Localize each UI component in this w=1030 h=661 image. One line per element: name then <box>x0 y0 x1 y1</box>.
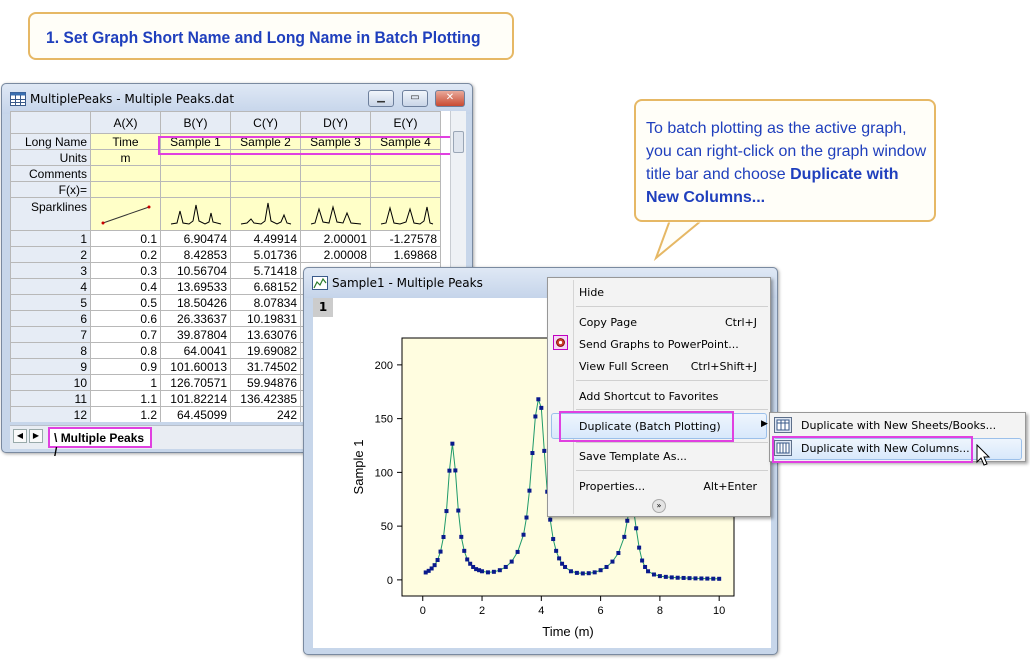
row-number[interactable]: 8 <box>11 343 91 359</box>
cell[interactable]: 136.42385 <box>231 391 301 407</box>
close-button[interactable] <box>435 90 465 107</box>
data-point <box>533 414 537 418</box>
x-tick-label: 0 <box>419 605 426 617</box>
data-point <box>486 570 490 574</box>
tip-callout <box>634 99 936 222</box>
cell[interactable] <box>371 166 441 182</box>
cell[interactable] <box>91 182 161 198</box>
data-point <box>616 551 620 555</box>
column-header[interactable]: C(Y) <box>231 112 301 134</box>
data-point <box>563 565 567 569</box>
cell[interactable] <box>231 166 301 182</box>
tab-scroll-right-button[interactable] <box>29 429 43 443</box>
cell[interactable]: 0.5 <box>91 295 161 311</box>
cell[interactable]: 5.71418 <box>231 263 301 279</box>
cell[interactable] <box>231 182 301 198</box>
data-point <box>682 576 686 580</box>
layer-number-icon[interactable]: 1 <box>313 298 333 317</box>
menu-separator <box>576 470 768 471</box>
cell[interactable]: 31.74502 <box>231 359 301 375</box>
data-point <box>640 559 644 563</box>
row-number[interactable]: 9 <box>11 359 91 375</box>
menu-separator <box>576 306 768 307</box>
sparkline-cell[interactable] <box>231 198 301 231</box>
x-tick-label: 10 <box>713 605 726 617</box>
workbook-icon <box>10 92 26 106</box>
data-point <box>569 569 573 573</box>
cell[interactable]: Sample 3 <box>301 134 371 150</box>
cell[interactable]: -1.27578 <box>371 231 441 247</box>
data-point <box>587 571 591 575</box>
cell[interactable]: 0.9 <box>91 359 161 375</box>
menu-item-properties[interactable]: Properties... <box>579 480 646 493</box>
new-sheets-books-icon <box>774 417 792 433</box>
context-menu <box>547 277 771 517</box>
cell[interactable]: 0.6 <box>91 311 161 327</box>
data-point <box>646 569 650 573</box>
row-number[interactable]: 12 <box>11 407 91 423</box>
cell[interactable]: 126.70571 <box>161 375 231 391</box>
sparkline-d <box>305 199 367 227</box>
cell[interactable]: Sample 2 <box>231 134 301 150</box>
cell[interactable]: Sample 1 <box>161 134 231 150</box>
data-point <box>599 568 603 572</box>
table-row <box>11 247 441 263</box>
data-point <box>658 574 662 578</box>
submenu-arrow-icon: ▶ <box>761 419 768 429</box>
data-point <box>557 556 561 560</box>
row-number[interactable]: 4 <box>11 279 91 295</box>
menu-item-copy-page[interactable]: Copy Page <box>579 316 638 329</box>
data-point <box>575 571 579 575</box>
row-label[interactable]: Comments <box>11 166 91 182</box>
sparkline-cell[interactable] <box>371 198 441 231</box>
data-point <box>605 565 609 569</box>
data-point <box>634 526 638 530</box>
data-point <box>539 406 543 410</box>
cell[interactable] <box>301 166 371 182</box>
cell[interactable]: 6.68152 <box>231 279 301 295</box>
cell[interactable]: 64.0041 <box>161 343 231 359</box>
data-point <box>548 518 552 522</box>
cell[interactable]: 13.63076 <box>231 327 301 343</box>
cell[interactable]: 5.01736 <box>231 247 301 263</box>
new-columns-icon <box>774 440 792 456</box>
cell[interactable]: 1 <box>91 375 161 391</box>
row-number[interactable]: 5 <box>11 295 91 311</box>
data-point <box>551 537 555 541</box>
step-title-text: 1. Set Graph Short Name and Long Name in Batch Plotting <box>46 28 481 47</box>
sheet-tab-suffix: / <box>54 445 58 459</box>
cell[interactable]: 0.3 <box>91 263 161 279</box>
row-number[interactable]: 11 <box>11 391 91 407</box>
cell[interactable]: 101.82214 <box>161 391 231 407</box>
y-tick-label: 200 <box>374 359 393 372</box>
sparkline-cell[interactable] <box>161 198 231 231</box>
data-point <box>480 569 484 573</box>
submenu-item-new-sheets-books[interactable]: Duplicate with New Sheets/Books... <box>801 419 997 432</box>
data-point <box>554 549 558 553</box>
row-number[interactable]: 10 <box>11 375 91 391</box>
data-point <box>610 560 614 564</box>
menu-item-add-shortcut[interactable]: Add Shortcut to Favorites <box>579 390 719 403</box>
data-point <box>504 565 508 569</box>
tip-line-3: title bar and choose <box>646 166 786 183</box>
cell[interactable]: 242 <box>231 407 301 423</box>
data-point <box>652 573 656 577</box>
tip-bold-2: New Columns... <box>646 189 766 206</box>
cell[interactable]: 8.42853 <box>161 247 231 263</box>
cell[interactable]: 2.00001 <box>301 231 371 247</box>
data-point <box>450 442 454 446</box>
sparkline-cell[interactable] <box>301 198 371 231</box>
cell[interactable]: 19.69082 <box>231 343 301 359</box>
cell[interactable]: 0.4 <box>91 279 161 295</box>
x-tick-label: 8 <box>656 605 663 617</box>
menu-gutter <box>573 280 574 514</box>
data-point <box>676 576 680 580</box>
close-icon: ✕ <box>445 92 455 103</box>
data-point <box>622 535 626 539</box>
cell[interactable]: 0.1 <box>91 231 161 247</box>
data-point <box>527 489 531 493</box>
powerpoint-icon <box>553 335 568 350</box>
cell[interactable]: 0.2 <box>91 247 161 263</box>
cell[interactable] <box>371 150 441 166</box>
sparklines-row <box>11 198 441 231</box>
cell[interactable]: 59.94876 <box>231 375 301 391</box>
menu-separator <box>576 442 768 443</box>
row-number[interactable]: 2 <box>11 247 91 263</box>
cell[interactable] <box>161 182 231 198</box>
cell[interactable]: 1.69868 <box>371 247 441 263</box>
menu-item-duplicate-label: Duplicate (Batch Plotting) <box>579 420 721 433</box>
minimize-button[interactable] <box>368 90 394 107</box>
data-point <box>492 570 496 574</box>
data-point <box>699 576 703 580</box>
cell[interactable] <box>91 166 161 182</box>
column-header[interactable]: D(Y) <box>301 112 371 134</box>
cell[interactable]: 0.7 <box>91 327 161 343</box>
column-header[interactable]: E(Y) <box>371 112 441 134</box>
sparkline-a <box>95 199 157 227</box>
cell[interactable]: 39.87804 <box>161 327 231 343</box>
row-number[interactable]: 3 <box>11 263 91 279</box>
data-point <box>525 516 529 520</box>
tab-scroll-left-button[interactable] <box>13 429 27 443</box>
shortcut-copy-page: Ctrl+J <box>724 316 757 329</box>
menu-separator <box>576 380 768 381</box>
column-header-row <box>11 112 441 134</box>
data-point <box>688 576 692 580</box>
data-point <box>462 549 466 553</box>
data-point <box>593 570 597 574</box>
workbook-title: MultiplePeaks - Multiple Peaks.dat <box>30 92 235 106</box>
tip-line-1: To batch plotting as the active graph, <box>646 120 907 137</box>
expand-menu-chevron-icon[interactable]: » <box>652 499 666 513</box>
column-header[interactable]: B(Y) <box>161 112 231 134</box>
cell[interactable]: 10.56704 <box>161 263 231 279</box>
chevron-right-icon: ▶ <box>32 431 40 440</box>
cell[interactable]: 2.00008 <box>301 247 371 263</box>
corner-cell[interactable] <box>11 112 91 134</box>
data-point <box>530 451 534 455</box>
menu-item-send-to-powerpoint[interactable]: Send Graphs to PowerPoint... <box>579 338 739 351</box>
y-tick-label: 50 <box>380 521 393 534</box>
restore-icon: ▭ <box>410 92 420 103</box>
data-point <box>693 576 697 580</box>
y-tick-label: 0 <box>386 574 393 587</box>
cell[interactable]: 18.50426 <box>161 295 231 311</box>
data-point <box>439 550 443 554</box>
x-tick-label: 4 <box>538 605 545 617</box>
minimize-icon: ▁ <box>377 92 385 103</box>
menu-item-save-template[interactable]: Save Template As... <box>579 450 687 463</box>
submenu-item-new-columns[interactable]: Duplicate with New Columns... <box>801 442 970 455</box>
row-number[interactable]: 1 <box>11 231 91 247</box>
y-tick-label: 150 <box>374 413 393 426</box>
sparkline-c <box>235 199 297 227</box>
menu-separator <box>576 409 768 410</box>
data-point <box>433 563 437 567</box>
workbook-title-bar[interactable] <box>2 84 472 114</box>
cell[interactable]: 10.19831 <box>231 311 301 327</box>
sheet-tab-multiple-peaks[interactable] <box>48 427 152 459</box>
data-point <box>436 558 440 562</box>
sparkline-b <box>165 199 227 227</box>
data-point <box>664 575 668 579</box>
formula-row <box>11 182 441 198</box>
step-title-callout <box>28 12 514 60</box>
graph-window-icon <box>312 276 328 290</box>
cell[interactable]: 101.60013 <box>161 359 231 375</box>
data-point <box>705 577 709 581</box>
cell[interactable]: 4.49914 <box>231 231 301 247</box>
cell[interactable]: 8.07834 <box>231 295 301 311</box>
row-number[interactable]: 7 <box>11 327 91 343</box>
data-point <box>711 577 715 581</box>
data-point <box>442 535 446 539</box>
row-label[interactable]: F(x)= <box>11 182 91 198</box>
data-point <box>456 509 460 513</box>
data-point <box>459 535 463 539</box>
data-point <box>510 560 514 564</box>
long-name-row <box>11 134 441 150</box>
y-axis-label: Sample 1 <box>351 439 366 495</box>
data-point <box>536 397 540 401</box>
cell[interactable]: 64.45099 <box>161 407 231 423</box>
table-row <box>11 231 441 247</box>
data-point <box>670 575 674 579</box>
cell[interactable]: 0.8 <box>91 343 161 359</box>
data-point <box>444 509 448 513</box>
x-tick-label: 6 <box>597 605 604 617</box>
cell[interactable] <box>301 182 371 198</box>
data-point <box>643 565 647 569</box>
comments-row <box>11 166 441 182</box>
row-number[interactable]: 6 <box>11 311 91 327</box>
shortcut-properties: Alt+Enter <box>703 480 757 493</box>
menu-item-view-full-screen[interactable]: View Full Screen <box>579 360 669 373</box>
data-point <box>717 577 721 581</box>
data-point <box>453 468 457 472</box>
x-tick-label: 2 <box>478 605 486 617</box>
row-label[interactable]: Units <box>11 150 91 166</box>
shortcut-full-screen: Ctrl+Shift+J <box>690 360 757 373</box>
x-axis-label: Time (m) <box>542 624 594 639</box>
sheet-tab-label: Multiple Peaks <box>60 431 145 445</box>
sparkline-e <box>375 199 437 227</box>
cell[interactable]: m <box>91 150 161 166</box>
restore-button[interactable] <box>402 90 428 107</box>
tip-bold-1: Duplicate with <box>790 166 899 183</box>
cell[interactable]: 13.69533 <box>161 279 231 295</box>
cell[interactable]: 1.2 <box>91 407 161 423</box>
cell[interactable]: 26.33637 <box>161 311 231 327</box>
cell[interactable] <box>161 166 231 182</box>
scrollbar-thumb[interactable] <box>453 131 464 153</box>
tip-line-2: you can right-click on the graph window <box>646 143 927 160</box>
chevron-left-icon: ◀ <box>16 431 24 440</box>
row-label[interactable]: Long Name <box>11 134 91 150</box>
data-point <box>542 449 546 453</box>
units-row <box>11 150 441 166</box>
cell[interactable] <box>231 150 301 166</box>
mouse-cursor-icon <box>976 444 994 468</box>
cell[interactable]: 1.1 <box>91 391 161 407</box>
cell[interactable]: Sample 4 <box>371 134 441 150</box>
sparkline-cell[interactable] <box>91 198 161 231</box>
y-tick-label: 100 <box>374 467 393 480</box>
sheet-tab-prefix: \ <box>54 431 58 445</box>
cell[interactable] <box>301 150 371 166</box>
row-label[interactable]: Sparklines <box>11 198 91 231</box>
graph-title: Sample1 - Multiple Peaks <box>332 276 483 290</box>
cell[interactable]: 6.90474 <box>161 231 231 247</box>
data-point <box>625 519 629 523</box>
cell[interactable] <box>371 182 441 198</box>
data-point <box>498 568 502 572</box>
menu-item-hide[interactable]: Hide <box>579 286 605 299</box>
data-point <box>516 550 520 554</box>
data-point <box>581 571 585 575</box>
cell[interactable] <box>161 150 231 166</box>
data-point <box>465 557 469 561</box>
column-header[interactable]: A(X) <box>91 112 161 134</box>
data-point <box>522 533 526 537</box>
data-point <box>637 546 641 550</box>
cell[interactable]: Time <box>91 134 161 150</box>
data-point <box>447 469 451 473</box>
